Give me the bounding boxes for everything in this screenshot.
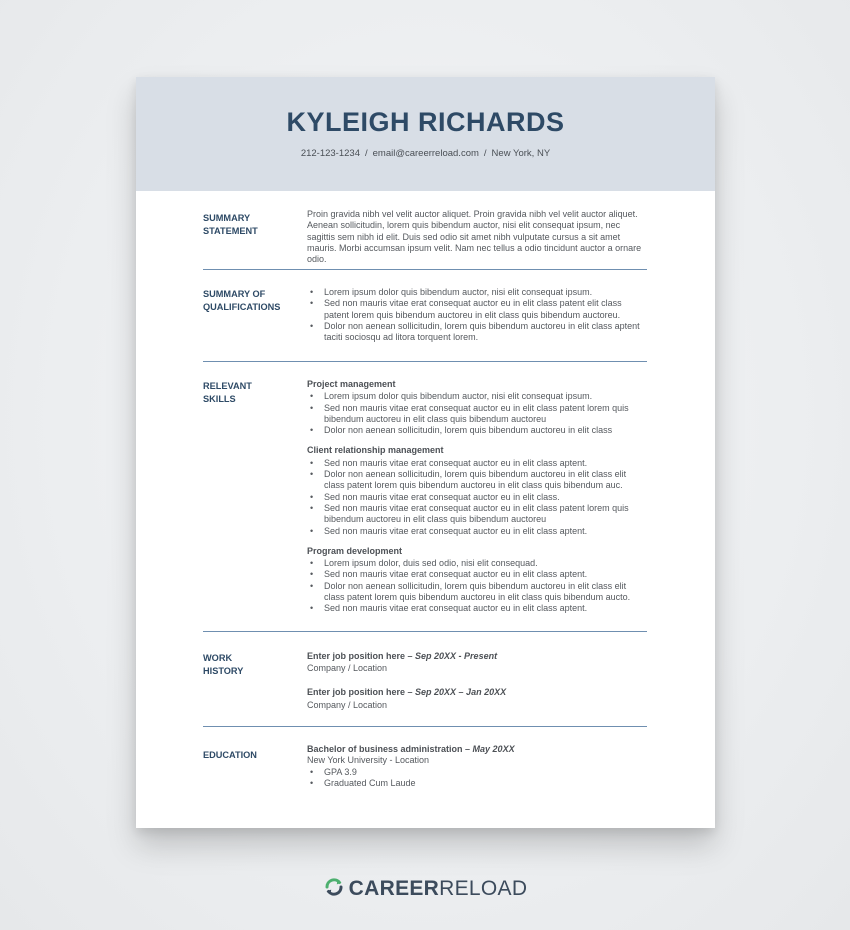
work-content — [307, 650, 647, 711]
qualifications-list — [307, 287, 647, 343]
section-label — [203, 380, 298, 405]
job-title-line — [307, 686, 647, 698]
section-divider — [203, 726, 647, 727]
list-item: • Dolor non aenean sollicitudin, lorem quis bibendum auctoreu in elit class — [324, 425, 647, 436]
section-divider — [203, 269, 647, 270]
degree-line — [307, 744, 647, 755]
job-title-line — [307, 650, 647, 662]
logo-text-reload: RELOAD — [439, 877, 528, 900]
job-dates: Sep 20XX - Present — [415, 651, 498, 661]
job-company: Company / Location — [307, 663, 388, 674]
recycle-arrows-icon — [323, 876, 345, 904]
dash: – — [405, 651, 416, 661]
skill-group-title: Project management — [307, 379, 396, 389]
list-item: • Sed non mauris vitae erat consequat auctor eu in elit class aptent. — [324, 569, 647, 580]
list-item: • Sed non mauris vitae erat consequat auctor eu in elit class patent elit class patent lorem quis bibendum auctoreu in elit class quis bibendum auctoreu. — [324, 298, 647, 321]
separator: / — [483, 148, 487, 159]
degree: Bachelor of business administration — [307, 744, 463, 754]
list-item: • Lorem ipsum dolor quis bibendum auctor, nisi elit consequat ipsum. — [324, 391, 647, 402]
degree-date: May 20XX — [472, 744, 515, 754]
dash: – — [405, 687, 416, 698]
list-item: • Lorem ipsum dolor quis bibendum auctor, nisi elit consequat ipsum. — [324, 287, 647, 298]
education-content — [307, 744, 647, 789]
skill-list — [307, 391, 647, 436]
careerreload-logo — [0, 876, 850, 904]
list-item: • Sed non mauris vitae erat consequat auctor eu in elit class aptent. — [324, 526, 647, 537]
list-item: • Graduated Cum Laude — [324, 778, 647, 789]
label-line: SUMMARY — [203, 213, 251, 223]
list-item: • GPA 3.9 — [324, 767, 647, 778]
summary-text — [307, 209, 647, 265]
dash: – — [462, 744, 473, 754]
job-position: Enter job position here — [307, 687, 406, 698]
section-divider — [203, 631, 647, 632]
contact-line — [136, 148, 715, 159]
list-item: • Dolor non aenean sollicitudin, lorem quis bibendum auctoreu in elit class elit class patent lorem quis bibendum auctoreu in elit class quis bibendum aucto. — [324, 581, 647, 604]
separator: / — [364, 148, 368, 159]
label-line: WORK — [203, 653, 233, 663]
skill-list — [307, 558, 647, 614]
candidate-name: KYLEIGH RICHARDS — [286, 107, 565, 137]
list-item: • Sed non mauris vitae erat consequat auctor eu in elit class aptent. — [324, 603, 647, 614]
label-line: HISTORY — [203, 665, 244, 676]
list-item: • Lorem ipsum dolor, duis sed odio, nisi elit consequad. — [324, 558, 647, 569]
section-label — [203, 288, 298, 313]
email: email@careerreload.com — [372, 148, 479, 159]
qualifications-content — [307, 287, 647, 343]
phone: 212-123-1234 — [300, 148, 360, 159]
summary-paragraph: Proin gravida nibh vel velit auctor aliquet. Proin gravida nibh vel velit auctor aliquet. Aenean sollicitudin, lorem quis bibendum auctor, nisi elit consequat ipsum, nec sagittis sem nibh id elit. Duis sed odio sit amet nibh vulputate cursus a sit amet mauris. Morbi accumsan ipsum velit. Nam nec tellus a odio tincidunt auctor a ornare odio. — [307, 209, 642, 265]
skill-list — [307, 458, 647, 537]
education-list — [307, 767, 647, 790]
job-company: Company / Location — [307, 699, 388, 710]
resume-header — [136, 77, 715, 191]
section-label — [203, 212, 298, 237]
label-line: SKILLS — [203, 393, 236, 404]
list-item: • Sed non mauris vitae erat consequat auctor eu in elit class aptent. — [324, 458, 647, 469]
section-divider — [203, 361, 647, 362]
label-line: QUALIFICATIONS — [203, 301, 281, 312]
logo-text-career: CAREER — [348, 877, 440, 900]
list-item: • Sed non mauris vitae erat consequat auctor eu in elit class patent lorem quis bibendum auctoreu in elit class quis bibendum auctoreu — [324, 503, 647, 526]
job-position: Enter job position here — [307, 651, 406, 661]
section-label — [203, 652, 298, 677]
skill-group-title: Client relationship management — [307, 445, 444, 456]
resume-page — [136, 77, 715, 828]
label-line: STATEMENT — [203, 225, 258, 236]
list-item: • Dolor non aenean sollicitudin, lorem quis bibendum auctoreu in elit class aptent taciti sociosqu ad litora torquent lorem. — [324, 321, 647, 344]
job-dates: Sep 20XX – Jan 20XX — [415, 687, 507, 698]
location: New York, NY — [491, 148, 551, 159]
skills-content — [307, 379, 647, 615]
label-line: RELEVANT — [203, 381, 252, 391]
list-item: • Sed non mauris vitae erat consequat auctor eu in elit class. — [324, 492, 647, 503]
school: New York University - Location — [307, 755, 430, 766]
label-line: SUMMARY OF — [203, 289, 266, 299]
section-label: EDUCATION — [203, 750, 257, 760]
skill-group-title: Program development — [307, 545, 403, 556]
list-item: • Dolor non aenean sollicitudin, lorem quis bibendum auctoreu in elit class elit class patent lorem quis bibendum auctoreu in elit class quis bibendum auc. — [324, 469, 647, 492]
list-item: • Sed non mauris vitae erat consequat auctor eu in elit class patent lorem quis bibendum auctoreu in elit class quis bibendum auctoreu — [324, 403, 647, 426]
